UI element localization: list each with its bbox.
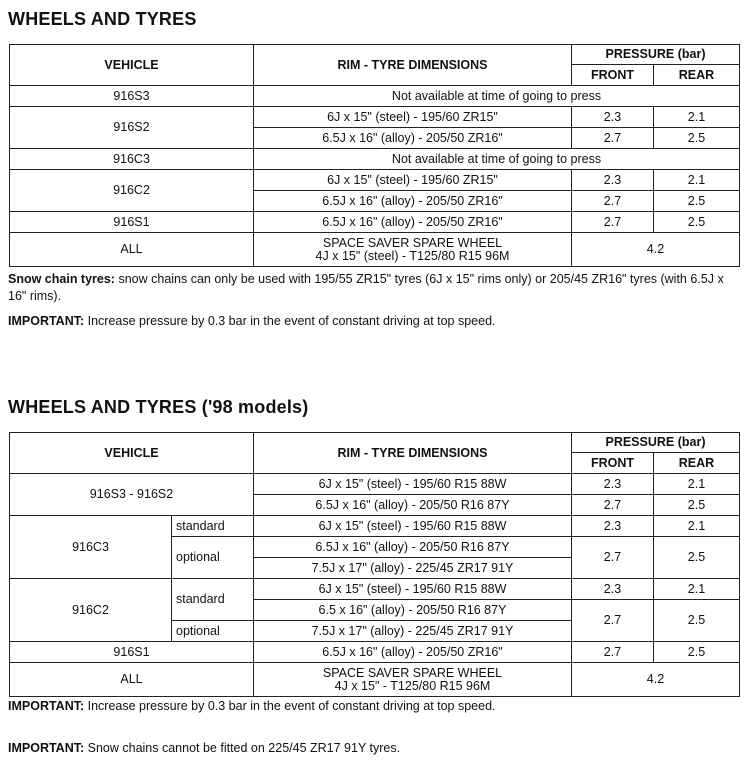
table-row	[10, 212, 740, 233]
note-important	[8, 313, 734, 330]
rear-pressure-cell: 2.5	[654, 642, 740, 663]
note-label: IMPORTANT:	[8, 741, 85, 755]
header-rear: REAR	[654, 453, 740, 474]
table-row	[10, 579, 740, 600]
variant-cell: standard	[172, 516, 254, 537]
rear-pressure-cell: 2.1	[654, 474, 740, 495]
rim-cell: 6.5J x 16" (alloy) - 205/50 ZR16"	[254, 128, 572, 149]
rim-cell: 6J x 15" (steel) - 195/60 R15 88W	[254, 516, 572, 537]
front-pressure-cell: 2.3	[572, 474, 654, 495]
vehicle-cell: 916S2	[10, 107, 254, 149]
rim-cell: 6.5 x 16" (alloy) - 205/50 R16 87Y	[254, 600, 572, 621]
vehicle-cell: 916S1	[10, 642, 254, 663]
front-pressure-cell: 2.7	[572, 128, 654, 149]
header-rear: REAR	[654, 65, 740, 86]
front-pressure-cell: 2.3	[572, 107, 654, 128]
front-pressure-cell: 2.7	[572, 537, 654, 579]
rim-line: 4J x 15" (steel) - T125/80 R15 96M	[315, 248, 510, 263]
vehicle-cell: ALL	[10, 233, 254, 267]
section-title: WHEELS AND TYRES	[8, 9, 197, 29]
table-row	[10, 516, 740, 537]
rear-pressure-cell: 2.5	[654, 128, 740, 149]
vehicle-cell: 916C3	[10, 516, 172, 579]
rim-cell: 6J x 15" (steel) - 195/60 ZR15"	[254, 170, 572, 191]
rear-pressure-cell: 2.1	[654, 516, 740, 537]
rim-cell: 6.5J x 16" (alloy) - 205/50 ZR16"	[254, 642, 572, 663]
header-front: FRONT	[572, 453, 654, 474]
header-vehicle: VEHICLE	[10, 45, 254, 86]
rim-cell: 6J x 15" (steel) - 195/60 R15 88W	[254, 474, 572, 495]
variant-cell: optional	[172, 537, 254, 579]
vehicle-cell: ALL	[10, 663, 254, 697]
note-label: IMPORTANT:	[8, 314, 85, 328]
rear-pressure-cell: 2.1	[654, 170, 740, 191]
vehicle-cell: 916S3 - 916S2	[10, 474, 254, 516]
table-row	[10, 233, 740, 267]
pressure-cell: 4.2	[572, 663, 740, 697]
front-pressure-cell: 2.7	[572, 191, 654, 212]
pressure-cell: 4.2	[572, 233, 740, 267]
rim-cell: 7.5J x 17" (alloy) - 225/45 ZR17 91Y	[254, 621, 572, 642]
rim-cell: 6J x 15" (steel) - 195/60 ZR15"	[254, 107, 572, 128]
front-pressure-cell: 2.3	[572, 170, 654, 191]
variant-cell: optional	[172, 621, 254, 642]
rim-cell: 6.5J x 16" (alloy) - 205/50 R16 87Y	[254, 537, 572, 558]
tyres-table	[9, 432, 740, 697]
table-row	[10, 642, 740, 663]
table-row	[10, 149, 740, 170]
note-important	[8, 740, 734, 757]
tyres-table	[9, 44, 740, 267]
vehicle-cell: 916S1	[10, 212, 254, 233]
rim-cell: Not available at time of going to press	[254, 149, 740, 170]
note-label: Snow chain tyres:	[8, 272, 115, 286]
header-rim-tyre-dimensions: RIM - TYRE DIMENSIONS	[254, 433, 572, 474]
rear-pressure-cell: 2.1	[654, 107, 740, 128]
vehicle-cell: 916C2	[10, 170, 254, 212]
rear-pressure-cell: 2.5	[654, 191, 740, 212]
front-pressure-cell: 2.3	[572, 516, 654, 537]
front-pressure-cell: 2.3	[572, 579, 654, 600]
header-rim-tyre-dimensions: RIM - TYRE DIMENSIONS	[254, 45, 572, 86]
note-text: snow chains can only be used with 195/55 ZR15" tyres (6J x 15" rims only) or 205/45 ZR16" tyres (with 6.5J x 16" rims).	[8, 272, 724, 303]
table-row	[10, 663, 740, 697]
note-important	[8, 698, 734, 715]
note-text: Increase pressure by 0.3 bar in the event of constant driving at top speed.	[84, 699, 496, 713]
vehicle-cell: 916C2	[10, 579, 172, 642]
header-pressure: PRESSURE (bar)	[572, 433, 740, 453]
header-vehicle: VEHICLE	[10, 433, 254, 474]
header-front: FRONT	[572, 65, 654, 86]
rim-cell: 6.5J x 16" (alloy) - 205/50 ZR16"	[254, 212, 572, 233]
rear-pressure-cell: 2.5	[654, 537, 740, 579]
header-pressure: PRESSURE (bar)	[572, 45, 740, 65]
rim-line: SPACE SAVER SPARE WHEEL	[322, 665, 503, 680]
vehicle-cell: 916S3	[10, 86, 254, 107]
rear-pressure-cell: 2.5	[654, 212, 740, 233]
note-label: IMPORTANT:	[8, 699, 85, 713]
rim-cell: 6.5J x 16" (alloy) - 205/50 R16 87Y	[254, 495, 572, 516]
section-title: WHEELS AND TYRES ('98 models)	[8, 397, 309, 417]
table-row	[10, 474, 740, 495]
vehicle-cell: 916C3	[10, 149, 254, 170]
table-row	[10, 86, 740, 107]
table-row	[10, 170, 740, 191]
note-snow-chain	[8, 271, 734, 305]
rim-cell: 6.5J x 16" (alloy) - 205/50 ZR16"	[254, 191, 572, 212]
variant-cell: standard	[172, 579, 254, 621]
rim-line: 4J x 15" - T125/80 R15 96M	[334, 678, 491, 693]
front-pressure-cell: 2.7	[572, 600, 654, 642]
front-pressure-cell: 2.7	[572, 642, 654, 663]
rim-cell: Not available at time of going to press	[254, 86, 740, 107]
rear-pressure-cell: 2.5	[654, 600, 740, 642]
front-pressure-cell: 2.7	[572, 212, 654, 233]
rim-cell: 6J x 15" (steel) - 195/60 R15 88W	[254, 579, 572, 600]
rim-line: SPACE SAVER SPARE WHEEL	[322, 235, 503, 250]
rear-pressure-cell: 2.5	[654, 495, 740, 516]
rim-cell	[254, 233, 572, 267]
note-text: Snow chains cannot be fitted on 225/45 ZR17 91Y tyres.	[84, 741, 401, 755]
rear-pressure-cell: 2.1	[654, 579, 740, 600]
note-text: Increase pressure by 0.3 bar in the event of constant driving at top speed.	[84, 314, 496, 328]
table-row	[10, 107, 740, 128]
front-pressure-cell: 2.7	[572, 495, 654, 516]
rim-cell: 7.5J x 17" (alloy) - 225/45 ZR17 91Y	[254, 558, 572, 579]
rim-cell	[254, 663, 572, 697]
